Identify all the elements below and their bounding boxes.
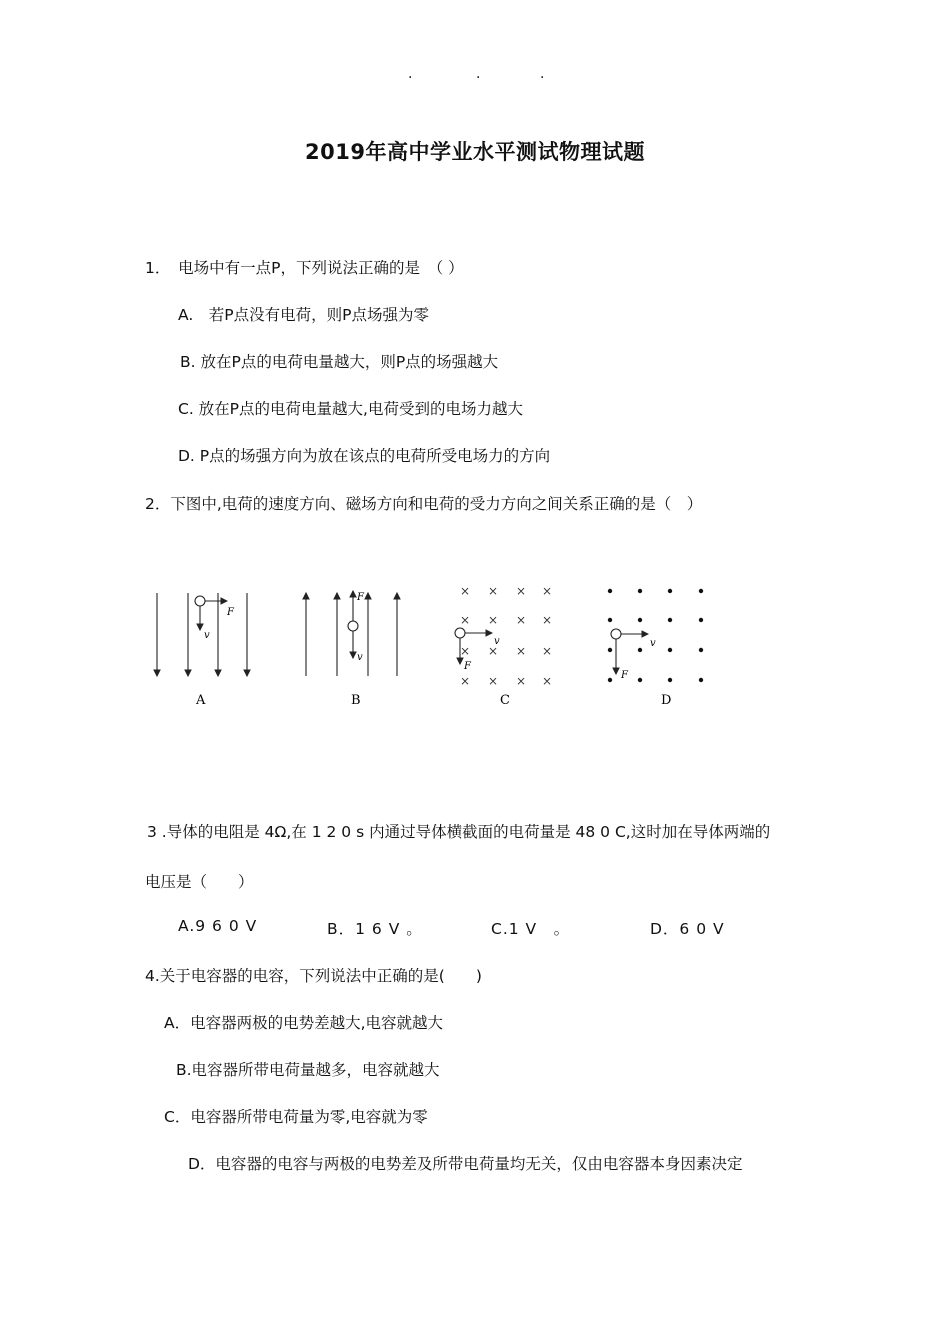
question-3-stem-line-1: 3 .导体的电阻是 4Ω,在 1 2 0 s 内通过导体横截面的电荷量是 48 0 C,这时加在导体两端的 — [147, 823, 771, 841]
question-3-stem-line-2: 电压是（ ） — [145, 873, 254, 891]
question-3-option-c: C.1 V 。 — [491, 920, 571, 938]
question-1-stem: 1． 电场中有一点P，下列说法正确的是 （ ） — [145, 259, 464, 277]
svg-text:×: × — [516, 584, 527, 598]
svg-text:×: × — [542, 584, 553, 598]
header-dot: . — [408, 66, 413, 82]
svg-text:×: × — [488, 584, 499, 598]
svg-text:×: × — [460, 584, 471, 598]
question-4-option-c: C．电容器所带电荷量为零,电容就为零 — [164, 1108, 428, 1126]
panel-a-velocity-label: v — [204, 630, 210, 641]
panel-c-figure — [460, 584, 552, 688]
question-3-option-d: D．6 0 V — [650, 920, 725, 938]
header-dot: . — [540, 66, 545, 82]
page-title: 2019年高中学业水平测试物理试题 — [305, 140, 645, 164]
svg-text:×: × — [488, 674, 499, 688]
question-4-stem: 4.关于电容器的电容，下列说法中正确的是( ) — [145, 967, 482, 985]
question-1-option-d: D. P点的场强方向为放在该点的电荷所受电场力的方向 — [178, 447, 551, 465]
question-3-option-a: A.9 6 0 V — [178, 917, 258, 935]
svg-text:×: × — [542, 674, 553, 688]
question-2-stem: 2．下图中,电荷的速度方向、磁场方向和电荷的受力方向之间关系正确的是（ ） — [145, 495, 703, 513]
panel-a-figure — [157, 593, 247, 676]
svg-text:×: × — [542, 613, 553, 627]
svg-text:×: × — [516, 674, 527, 688]
question-1-option-a: A. 若P点没有电荷，则P点场强为零 — [178, 306, 429, 324]
panel-a-force-label: F — [227, 607, 234, 618]
magnetic-force-diagram — [140, 578, 740, 718]
svg-text:×: × — [488, 613, 499, 627]
question-1-option-c: C. 放在P点的电荷电量越大,电荷受到的电场力越大 — [178, 400, 523, 418]
question-4-option-d: D．电容器的电容与两极的电势差及所带电荷量均无关，仅由电容器本身因素决定 — [188, 1155, 743, 1173]
panel-b-velocity-label: v — [357, 652, 363, 663]
header-dot: . — [476, 66, 481, 82]
panel-a-label: A — [196, 693, 206, 708]
svg-text:×: × — [460, 644, 471, 658]
panel-b-figure — [306, 591, 397, 676]
panel-d-velocity-label: v — [650, 638, 656, 649]
question-4-option-b: B.电容器所带电荷量越多，电容就越大 — [176, 1061, 440, 1079]
svg-text:×: × — [542, 644, 553, 658]
panel-b-label: B — [351, 693, 361, 708]
panel-d-label: D — [661, 693, 672, 708]
panel-b-force-label: F — [357, 592, 364, 603]
question-3-option-b: B．1 6 V 。 — [327, 920, 423, 938]
panel-c-label: C — [500, 693, 510, 708]
panel-d-force-label: F — [621, 670, 628, 681]
panel-c-force-label: F — [464, 661, 471, 672]
svg-text:×: × — [460, 613, 471, 627]
panel-d-figure — [608, 589, 703, 682]
question-1-option-b: B. 放在P点的电荷电量越大，则P点的场强越大 — [180, 353, 499, 371]
header-dots — [0, 66, 950, 86]
question-4-option-a: A．电容器两极的电势差越大,电容就越大 — [164, 1014, 444, 1032]
panel-c-velocity-label: v — [494, 636, 500, 647]
svg-text:×: × — [460, 674, 471, 688]
svg-text:×: × — [516, 644, 527, 658]
svg-text:×: × — [516, 613, 527, 627]
svg-text:×: × — [488, 644, 499, 658]
